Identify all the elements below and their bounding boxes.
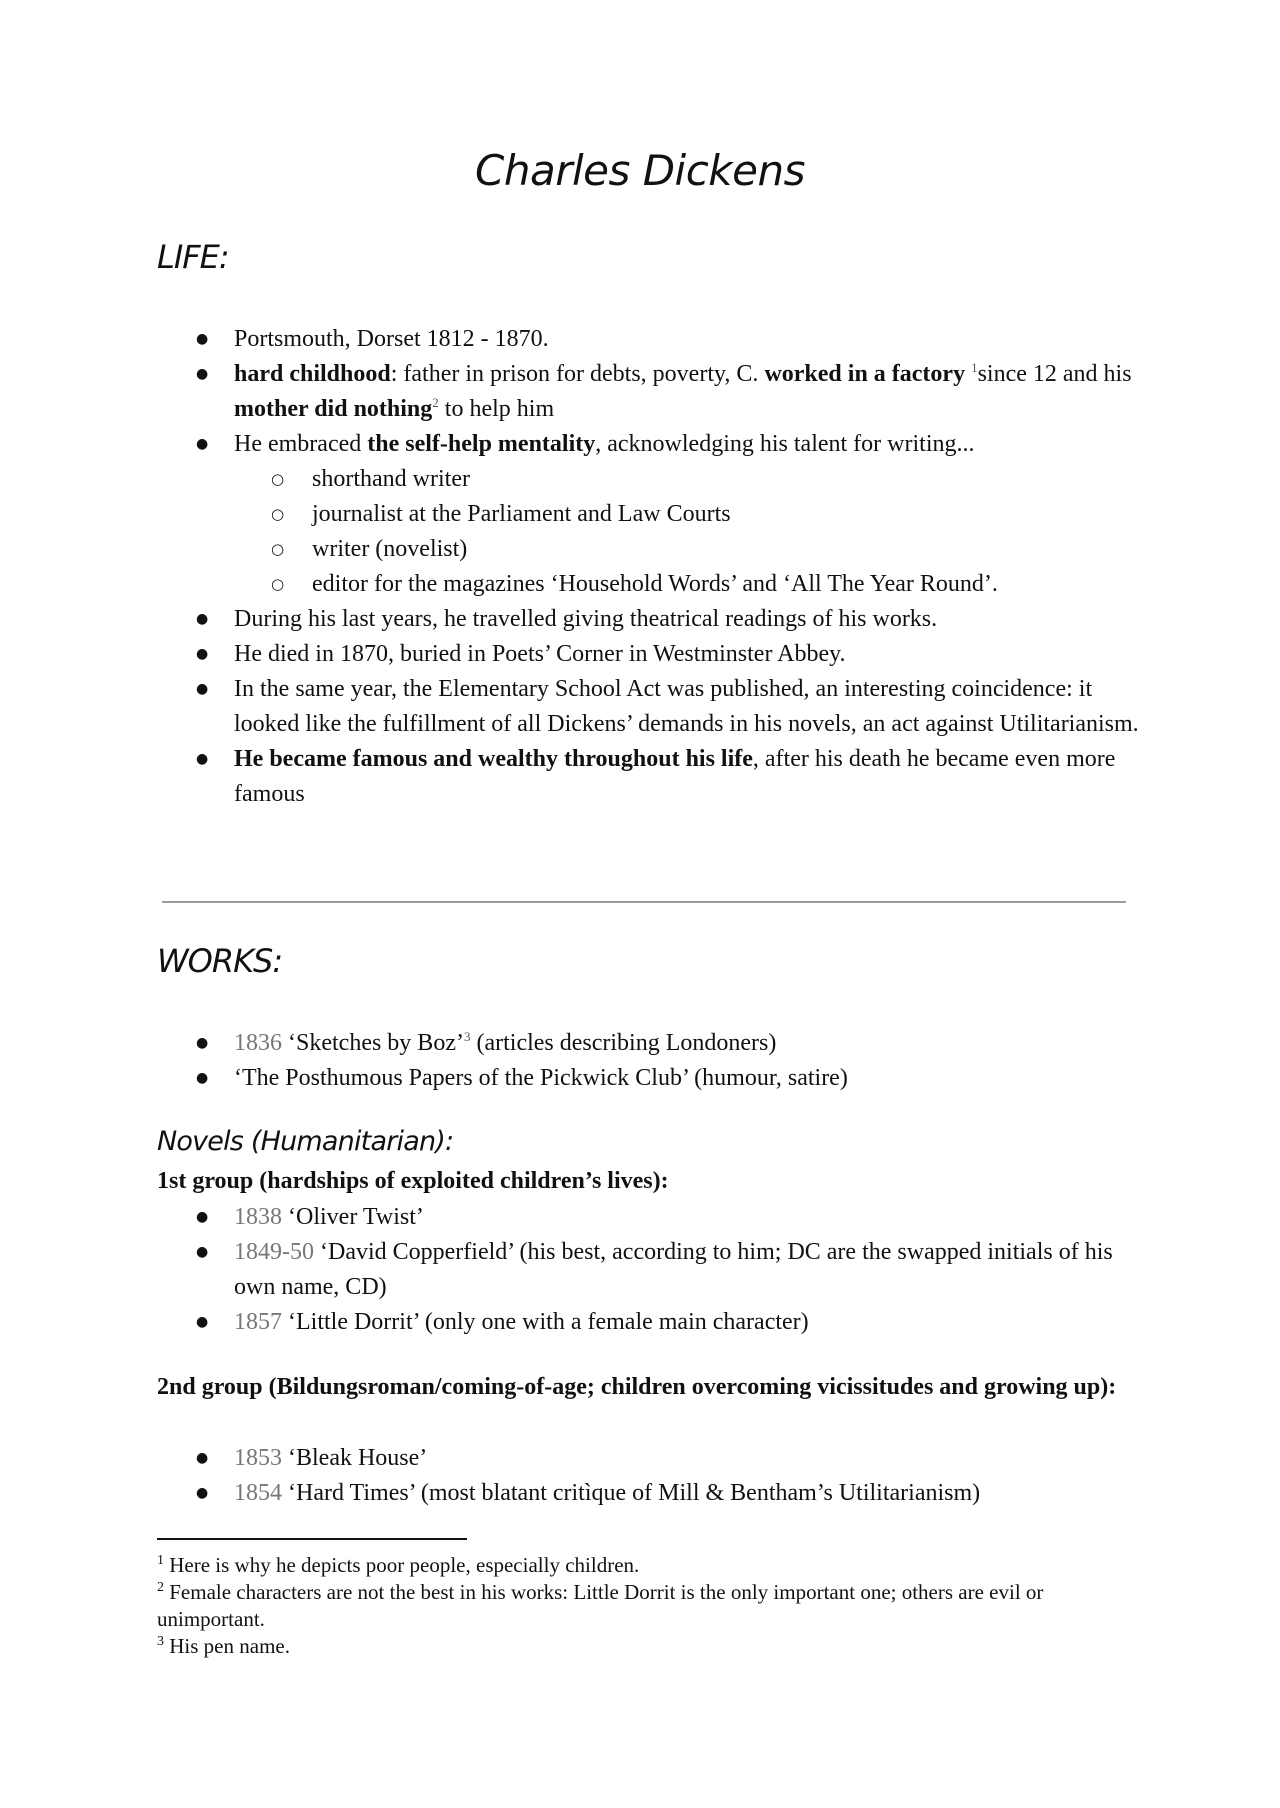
text-span: since 12 and his [977,361,1132,387]
text-span: : father in prison for debts, poverty, C. [390,361,765,387]
section-divider [162,901,1126,903]
novel-text: ‘Bleak House’ [282,1445,428,1471]
novel-text: ‘Oliver Twist’ [282,1204,424,1230]
list-item: ● He died in 1870, buried in Poets’ Corner in Westminster Abbey. [196,637,1156,672]
list-item [196,427,1156,602]
text-span: He embraced [234,431,368,457]
sub-list-item: ○ shorthand writer [234,462,1156,497]
novel-text: ‘Little Dorrit’ (only one with a female main character) [282,1309,809,1335]
bold-text: hard childhood [234,361,391,387]
text-span: , after his death he became even more famous [234,746,1116,807]
footnote [157,1633,1117,1660]
list-item [196,357,1156,427]
list-item [196,1061,1156,1096]
list-item [196,1026,1156,1061]
sub-list-item: ○ writer (novelist) [234,532,1156,567]
list-item: ● In the same year, the Elementary School Act was published, an interesting coincidence: it looked like the fulfillment of all Dickens’ demands in his novels, an act against Utilitarianism. [196,672,1156,742]
group-1-list [196,1200,1156,1340]
works-heading: WORKS: [157,942,283,980]
footnote [157,1579,1117,1633]
footnote-ref[interactable]: 2 [432,395,439,410]
bold-text: He became famous and wealthy throughout his life [234,746,753,772]
bold-text: mother did nothing [234,396,433,422]
footnote-number: 2 [157,1580,164,1595]
page-title: Charles Dickens [475,146,805,195]
work-title: ‘The Posthumous Papers of the Pickwick Club’ [234,1065,689,1091]
text-span: to help him [438,396,555,422]
work-desc: (humour, satire) [688,1065,848,1091]
bold-text: the self-help mentality [367,431,596,457]
footnote-number: 3 [157,1634,164,1649]
footnote-text: Here is why he depicts poor people, especially children. [164,1553,640,1577]
footnote-number: 1 [157,1553,164,1568]
sub-list [234,462,1156,602]
novel-text: ‘Hard Times’ (most blatant critìque of Mill & Bentham’s Utilitarianism) [282,1480,981,1506]
work-desc: (articles describing Londoners) [470,1030,777,1056]
year-label: 1836 [234,1030,282,1056]
footnote-separator [157,1538,467,1540]
list-item [196,1200,1156,1235]
group-2-list [196,1441,1156,1511]
novels-heading: Novels (Humanitarian): [157,1126,454,1157]
novel-text: ‘David Copperfield’ (his best, according to him; DC are the swapped initials of his own name, CD) [234,1239,1113,1300]
year-label: 1849-50 [234,1239,314,1265]
list-item [196,1305,1156,1340]
bold-text: worked in a factory [764,361,966,387]
footnote-text: Female characters are not the best in his works: Little Dorrit is the only important one; others are evil or unimportant. [157,1580,1044,1631]
footnote-ref[interactable]: 3 [463,1029,471,1044]
group-2-title: 2nd group (Bildungsroman/coming-of-age; children overcoming vicissitudes and growing up): [157,1374,1117,1400]
year-label: 1854 [234,1480,282,1506]
list-item [196,1476,1156,1511]
text-span: , acknowledging his talent for writing... [595,431,975,457]
footnote [157,1552,1117,1579]
works-list [196,1026,1156,1096]
list-item [196,742,1156,812]
work-title: ‘Sketches by Boz’ [288,1030,464,1056]
sub-list-item: ○ editor for the magazines ‘Household Words’ and ‘All The Year Round’. [234,567,1156,602]
year-label: 1838 [234,1204,282,1230]
footnotes [157,1552,1117,1660]
list-item: ● Portsmouth, Dorset 1812 - 1870. [196,322,1156,357]
footnote-ref[interactable]: 1 [971,360,978,375]
list-item [196,1441,1156,1476]
group-1-title: 1st group (hardships of exploited children’s lives): [157,1168,669,1194]
life-heading: LIFE: [157,238,229,276]
list-item [196,1235,1156,1305]
list-item: ● During his last years, he travelled giving theatrical readings of his works. [196,602,1156,637]
year-label: 1857 [234,1309,282,1335]
footnote-text: His pen name. [164,1634,290,1658]
year-label: 1853 [234,1445,282,1471]
life-list [196,322,1156,812]
sub-list-item: ○ journalist at the Parliament and Law Courts [234,497,1156,532]
